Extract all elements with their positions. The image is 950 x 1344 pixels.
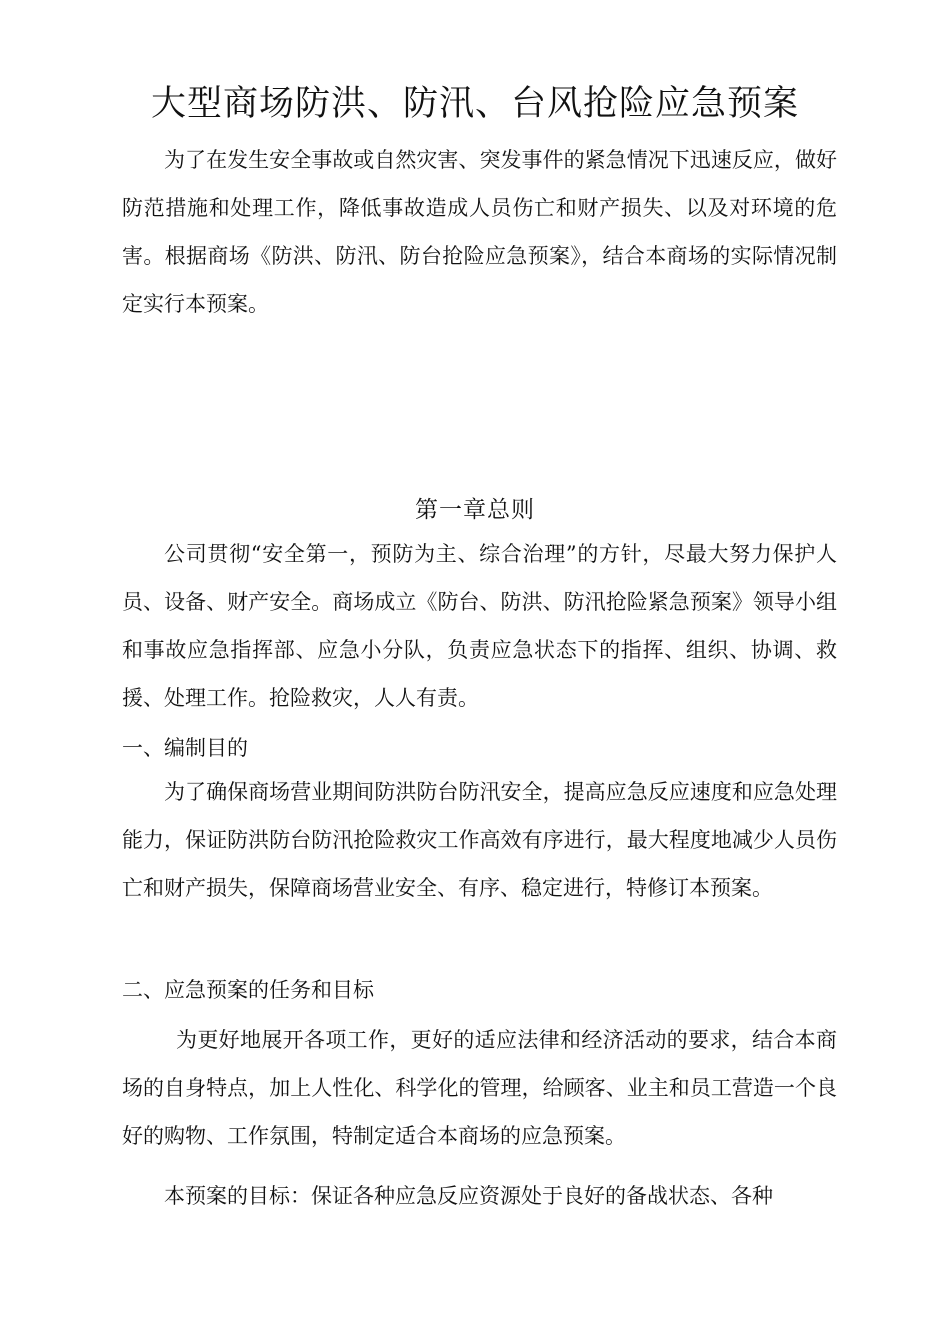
section-heading-tasks: 二、应急预案的任务和目标	[122, 978, 374, 1002]
chapter-intro-paragraph: 公司贯彻“安全第一，预防为主、综合治理”的方针，尽最大努力保护人员、设备、财产安全。商场成立《防台、防洪、防汛抢险紧急预案》领导小组和事故应急指挥部、应急小分队，负责应急状态下的指挥、组织、协调、救援、处理工作。抢险救灾，人人有责。	[122, 542, 837, 710]
document-title: 大型商场防洪、防汛、台风抢险应急预案	[150, 84, 799, 124]
section-body-tasks: 为更好地展开各项工作，更好的适应法律和经济活动的要求，结合本商场的自身特点，加上人性化、科学化的管理，给顾客、业主和员工营造一个良好的购物、工作氛围，特制定适合本商场的应急预案。	[122, 1028, 837, 1148]
section-heading-purpose: 一、编制目的	[122, 736, 248, 760]
section-body-purpose: 为了确保商场营业期间防洪防台防汛安全，提高应急反应速度和应急处理能力，保证防洪防台防汛抢险救灾工作高效有序进行，最大程度地减少人员伤亡和财产损失，保障商场营业安全、有序、稳定进行，特修订本预案。	[122, 780, 837, 900]
chapter-title: 第一章总则	[415, 497, 535, 523]
intro-paragraph: 为了在发生安全事故或自然灾害、突发事件的紧急情况下迅速反应，做好防范措施和处理工作，降低事故造成人员伤亡和财产损失、以及对环境的危害。根据商场《防洪、防汛、防台抢险应急预案》，结合本商场的实际情况制定实行本预案。	[122, 148, 837, 316]
section-goal-paragraph: 本预案的目标：保证各种应急反应资源处于良好的备战状态、各种	[164, 1184, 773, 1208]
